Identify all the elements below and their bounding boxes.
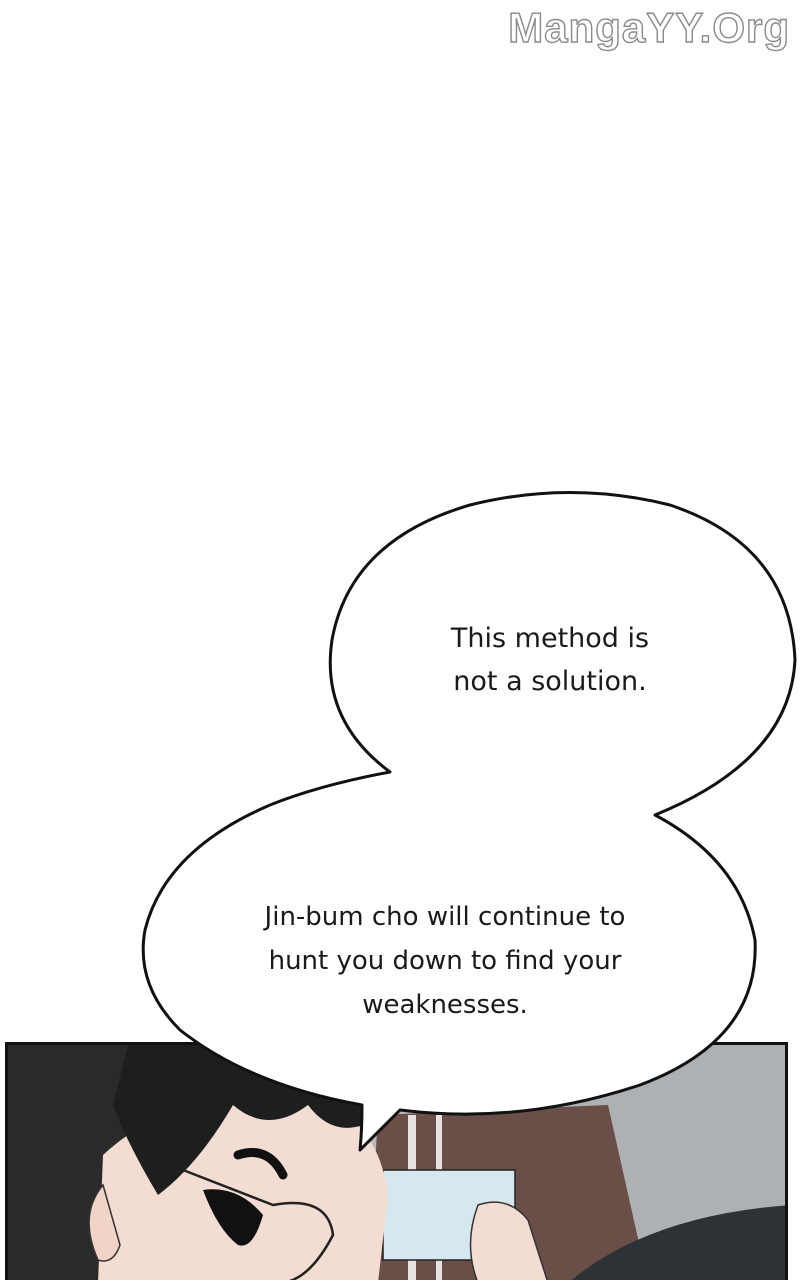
bubble-line: weaknesses. [362,990,528,1021]
site-watermark: MangaYY.Org [508,4,790,51]
speech-bubble-shape [143,493,795,1151]
bubble-line: Jin-bum cho will continue to [264,902,626,932]
bubble-line: hunt you down to find your [268,946,622,977]
bubble-line: This method is [450,623,650,654]
bubble-line: not a solution. [453,665,647,697]
speech-bubble-bottom-text [215,895,675,1028]
speech-bubble-top-text [400,618,700,703]
